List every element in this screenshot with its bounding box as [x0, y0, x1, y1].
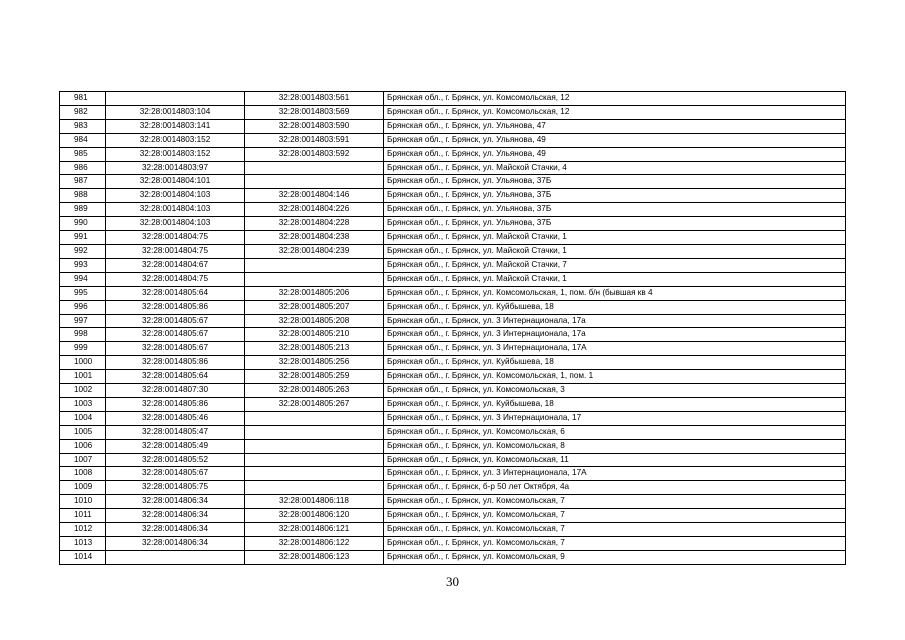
cadastral-number-secondary-cell: 32:28:0014805:256 [245, 356, 384, 370]
table-row [60, 133, 846, 147]
cadastral-number-secondary-cell [245, 161, 384, 175]
cadastral-number-primary-cell: 32:28:0014805:67 [106, 314, 245, 328]
cadastral-number-primary-cell: 32:28:0014804:75 [106, 244, 245, 258]
cadastral-number-primary-cell: 32:28:0014805:47 [106, 425, 245, 439]
cadastral-number-secondary-cell: 32:28:0014806:120 [245, 509, 384, 523]
address-cell: Брянская обл., г. Брянск, ул. 3 Интернационала, 17А [384, 467, 846, 481]
row-number-cell: 992 [60, 244, 106, 258]
table-row [60, 439, 846, 453]
cadastral-number-primary-cell: 32:28:0014804:103 [106, 189, 245, 203]
cadastral-number-secondary-cell [245, 481, 384, 495]
table-row [60, 286, 846, 300]
address-cell: Брянская обл., г. Брянск, ул. Комсомольская, 1, пом. б/н (бывшая кв 4 [384, 286, 846, 300]
address-cell: Брянская обл., г. Брянск, ул. Комсомольская, 9 [384, 550, 846, 564]
table-row [60, 175, 846, 189]
row-number-cell: 1013 [60, 537, 106, 551]
cadastral-number-primary-cell: 32:28:0014805:67 [106, 328, 245, 342]
row-number-cell: 1012 [60, 523, 106, 537]
cadastral-number-secondary-cell [245, 453, 384, 467]
table-row [60, 147, 846, 161]
cadastral-number-primary-cell: 32:28:0014805:86 [106, 397, 245, 411]
row-number-cell: 982 [60, 105, 106, 119]
table-row [60, 342, 846, 356]
table-row [60, 370, 846, 384]
table-row [60, 105, 846, 119]
table-row [60, 189, 846, 203]
address-cell: Брянская обл., г. Брянск, ул. Куйбышева, 18 [384, 356, 846, 370]
row-number-cell: 993 [60, 258, 106, 272]
cadastral-number-secondary-cell: 32:28:0014805:213 [245, 342, 384, 356]
address-cell: Брянская обл., г. Брянск, ул. Комсомольская, 12 [384, 105, 846, 119]
row-number-cell: 1014 [60, 550, 106, 564]
address-cell: Брянская обл., г. Брянск, ул. Комсомольская, 1, пом. 1 [384, 370, 846, 384]
table-row [60, 425, 846, 439]
row-number-cell: 997 [60, 314, 106, 328]
address-cell: Брянская обл., г. Брянск, ул. Комсомольская, 7 [384, 537, 846, 551]
cadastral-number-primary-cell: 32:28:0014804:67 [106, 258, 245, 272]
address-cell: Брянская обл., г. Брянск, ул. Куйбышева, 18 [384, 300, 846, 314]
table-row [60, 231, 846, 245]
cadastral-number-secondary-cell: 32:28:0014804:239 [245, 244, 384, 258]
cadastral-number-secondary-cell: 32:28:0014805:263 [245, 384, 384, 398]
row-number-cell: 989 [60, 203, 106, 217]
cadastral-number-secondary-cell: 32:28:0014806:118 [245, 495, 384, 509]
address-cell: Брянская обл., г. Брянск, ул. 3 Интернационала, 17 [384, 411, 846, 425]
cadastral-number-secondary-cell: 32:28:0014805:206 [245, 286, 384, 300]
address-cell: Брянская обл., г. Брянск, ул. 3 Интернационала, 17а [384, 328, 846, 342]
table-row [60, 92, 846, 106]
address-cell: Брянская обл., г. Брянск, ул. Комсомольская, 12 [384, 92, 846, 106]
row-number-cell: 1011 [60, 509, 106, 523]
address-cell: Брянская обл., г. Брянск, ул. Ульянова, 49 [384, 133, 846, 147]
cadastral-number-secondary-cell [245, 258, 384, 272]
cadastral-number-secondary-cell: 32:28:0014803:561 [245, 92, 384, 106]
row-number-cell: 999 [60, 342, 106, 356]
table-row [60, 314, 846, 328]
row-number-cell: 1003 [60, 397, 106, 411]
row-number-cell: 1002 [60, 384, 106, 398]
cadastral-number-primary-cell: 32:28:0014803:152 [106, 147, 245, 161]
table-row [60, 397, 846, 411]
table-body [60, 92, 846, 565]
cadastral-number-primary-cell: 32:28:0014806:34 [106, 495, 245, 509]
cadastral-number-secondary-cell [245, 175, 384, 189]
cadastral-number-primary-cell: 32:28:0014805:86 [106, 356, 245, 370]
table-row [60, 119, 846, 133]
cadastral-number-secondary-cell: 32:28:0014804:228 [245, 217, 384, 231]
table-row [60, 161, 846, 175]
cadastral-number-secondary-cell: 32:28:0014803:592 [245, 147, 384, 161]
address-cell: Брянская обл., г. Брянск, ул. Майской Стачки, 1 [384, 231, 846, 245]
row-number-cell: 981 [60, 92, 106, 106]
table-row [60, 217, 846, 231]
row-number-cell: 1008 [60, 467, 106, 481]
table-row [60, 467, 846, 481]
cadastral-number-primary-cell: 32:28:0014803:104 [106, 105, 245, 119]
address-cell: Брянская обл., г. Брянск, ул. Комсомольская, 7 [384, 523, 846, 537]
cadastral-number-secondary-cell [245, 425, 384, 439]
cadastral-number-primary-cell: 32:28:0014806:34 [106, 509, 245, 523]
cadastral-number-secondary-cell: 32:28:0014806:121 [245, 523, 384, 537]
address-cell: Брянская обл., г. Брянск, б-р 50 лет Октября, 4а [384, 481, 846, 495]
cadastral-number-primary-cell: 32:28:0014804:75 [106, 272, 245, 286]
table-row [60, 300, 846, 314]
table-row [60, 203, 846, 217]
table-row [60, 537, 846, 551]
cadastral-number-secondary-cell: 32:28:0014803:591 [245, 133, 384, 147]
address-cell: Брянская обл., г. Брянск, ул. Ульянова, 37Б [384, 217, 846, 231]
address-cell: Брянская обл., г. Брянск, ул. Ульянова, 37Б [384, 203, 846, 217]
address-cell: Брянская обл., г. Брянск, ул. Ульянова, 49 [384, 147, 846, 161]
cadastral-number-primary-cell: 32:28:0014805:46 [106, 411, 245, 425]
address-cell: Брянская обл., г. Брянск, ул. 3 Интернационала, 17А [384, 342, 846, 356]
table-row [60, 384, 846, 398]
cadastral-number-primary-cell: 32:28:0014805:86 [106, 300, 245, 314]
address-cell: Брянская обл., г. Брянск, ул. Комсомольская, 7 [384, 495, 846, 509]
table-row [60, 550, 846, 564]
row-number-cell: 983 [60, 119, 106, 133]
row-number-cell: 991 [60, 231, 106, 245]
address-cell: Брянская обл., г. Брянск, ул. Комсомольская, 8 [384, 439, 846, 453]
address-cell: Брянская обл., г. Брянск, ул. Майской Стачки, 1 [384, 244, 846, 258]
cadastral-number-primary-cell: 32:28:0014804:103 [106, 217, 245, 231]
address-cell: Брянская обл., г. Брянск, ул. Ульянова, 47 [384, 119, 846, 133]
address-cell: Брянская обл., г. Брянск, ул. Ульянова, 37Б [384, 175, 846, 189]
cadastral-number-primary-cell [106, 550, 245, 564]
cadastral-number-secondary-cell: 32:28:0014804:238 [245, 231, 384, 245]
row-number-cell: 996 [60, 300, 106, 314]
cadastral-number-secondary-cell [245, 411, 384, 425]
row-number-cell: 994 [60, 272, 106, 286]
row-number-cell: 1010 [60, 495, 106, 509]
cadastral-number-primary-cell: 32:28:0014804:103 [106, 203, 245, 217]
cadastral-number-secondary-cell: 32:28:0014803:569 [245, 105, 384, 119]
cadastral-number-primary-cell: 32:28:0014806:34 [106, 537, 245, 551]
address-cell: Брянская обл., г. Брянск, ул. Майской Стачки, 4 [384, 161, 846, 175]
row-number-cell: 1000 [60, 356, 106, 370]
cadastral-number-secondary-cell: 32:28:0014805:259 [245, 370, 384, 384]
cadastral-number-secondary-cell: 32:28:0014804:226 [245, 203, 384, 217]
row-number-cell: 986 [60, 161, 106, 175]
cadastral-number-primary-cell: 32:28:0014807:30 [106, 384, 245, 398]
cadastral-number-secondary-cell: 32:28:0014805:207 [245, 300, 384, 314]
cadastral-number-primary-cell: 32:28:0014805:75 [106, 481, 245, 495]
table-row [60, 272, 846, 286]
page-number: 30 [446, 574, 459, 589]
table-row [60, 244, 846, 258]
table-row [60, 258, 846, 272]
row-number-cell: 1004 [60, 411, 106, 425]
cadastral-number-secondary-cell: 32:28:0014805:208 [245, 314, 384, 328]
address-cell: Брянская обл., г. Брянск, ул. Куйбышева, 18 [384, 397, 846, 411]
cadastral-number-primary-cell: 32:28:0014805:52 [106, 453, 245, 467]
row-number-cell: 1007 [60, 453, 106, 467]
cadastral-number-secondary-cell: 32:28:0014803:590 [245, 119, 384, 133]
row-number-cell: 1006 [60, 439, 106, 453]
row-number-cell: 1001 [60, 370, 106, 384]
cadastral-number-primary-cell: 32:28:0014803:97 [106, 161, 245, 175]
cadastral-number-primary-cell [106, 92, 245, 106]
table-row [60, 328, 846, 342]
table-row [60, 523, 846, 537]
table-row [60, 453, 846, 467]
cadastral-number-primary-cell: 32:28:0014805:64 [106, 286, 245, 300]
cadastral-number-secondary-cell: 32:28:0014804:146 [245, 189, 384, 203]
cadastral-number-primary-cell: 32:28:0014804:75 [106, 231, 245, 245]
table-row [60, 509, 846, 523]
cadastral-number-primary-cell: 32:28:0014805:67 [106, 467, 245, 481]
cadastral-number-primary-cell: 32:28:0014805:67 [106, 342, 245, 356]
row-number-cell: 984 [60, 133, 106, 147]
row-number-cell: 1009 [60, 481, 106, 495]
cadastral-number-primary-cell: 32:28:0014805:49 [106, 439, 245, 453]
row-number-cell: 985 [60, 147, 106, 161]
address-cell: Брянская обл., г. Брянск, ул. 3 Интернационала, 17а [384, 314, 846, 328]
cadastral-number-primary-cell: 32:28:0014806:34 [106, 523, 245, 537]
cadastral-number-secondary-cell [245, 272, 384, 286]
table-row [60, 481, 846, 495]
address-cell: Брянская обл., г. Брянск, ул. Майской Стачки, 7 [384, 258, 846, 272]
cadastral-number-secondary-cell [245, 439, 384, 453]
row-number-cell: 987 [60, 175, 106, 189]
data-table [59, 91, 846, 565]
cadastral-number-secondary-cell: 32:28:0014806:123 [245, 550, 384, 564]
row-number-cell: 990 [60, 217, 106, 231]
cadastral-number-secondary-cell: 32:28:0014805:210 [245, 328, 384, 342]
address-cell: Брянская обл., г. Брянск, ул. Комсомольская, 6 [384, 425, 846, 439]
address-cell: Брянская обл., г. Брянск, ул. Майской Стачки, 1 [384, 272, 846, 286]
cadastral-number-primary-cell: 32:28:0014804:101 [106, 175, 245, 189]
cadastral-number-primary-cell: 32:28:0014803:141 [106, 119, 245, 133]
row-number-cell: 998 [60, 328, 106, 342]
table-row [60, 495, 846, 509]
table-row [60, 356, 846, 370]
address-cell: Брянская обл., г. Брянск, ул. Ульянова, 37Б [384, 189, 846, 203]
cadastral-number-secondary-cell [245, 467, 384, 481]
cadastral-number-primary-cell: 32:28:0014805:64 [106, 370, 245, 384]
address-cell: Брянская обл., г. Брянск, ул. Комсомольская, 7 [384, 509, 846, 523]
table-row [60, 411, 846, 425]
address-cell: Брянская обл., г. Брянск, ул. Комсомольская, 11 [384, 453, 846, 467]
address-cell: Брянская обл., г. Брянск, ул. Комсомольская, 3 [384, 384, 846, 398]
cadastral-number-secondary-cell: 32:28:0014806:122 [245, 537, 384, 551]
row-number-cell: 988 [60, 189, 106, 203]
cadastral-number-primary-cell: 32:28:0014803:152 [106, 133, 245, 147]
row-number-cell: 995 [60, 286, 106, 300]
row-number-cell: 1005 [60, 425, 106, 439]
cadastral-number-secondary-cell: 32:28:0014805:267 [245, 397, 384, 411]
